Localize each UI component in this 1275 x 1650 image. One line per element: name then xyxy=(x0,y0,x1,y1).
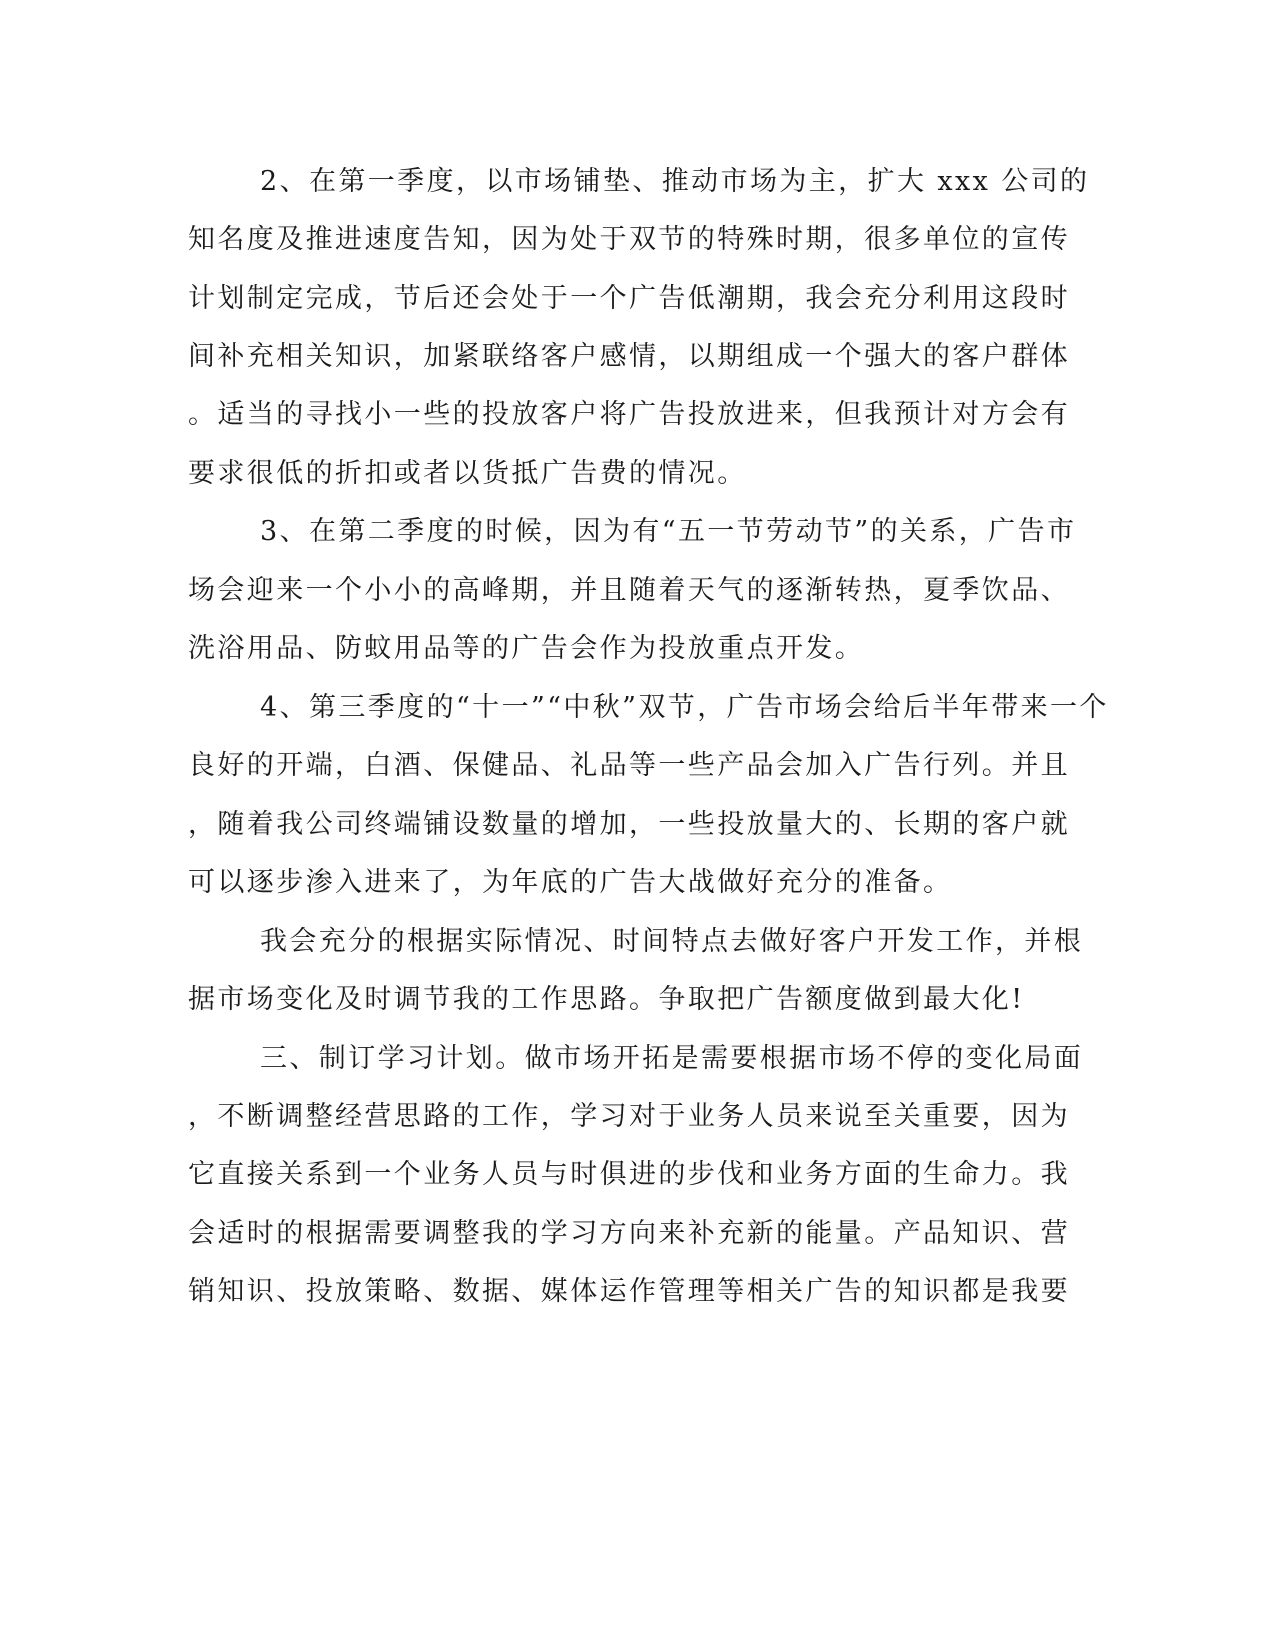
paragraph-line: 可以逐步渗入进来了，为年底的广告大战做好充分的准备。 xyxy=(188,867,953,898)
paragraph-line: 知名度及推进速度告知，因为处于双节的特殊时期，很多单位的宣传 xyxy=(188,224,1070,255)
paragraph-line: 会适时的根据需要调整我的学习方向来补充新的能量。产品知识、营 xyxy=(188,1218,1070,1249)
paragraph-line: 要求很低的折扣或者以货抵广告费的情况。 xyxy=(188,458,747,489)
paragraph-line: 销知识、投放策略、数据、媒体运作管理等相关广告的知识都是我要 xyxy=(188,1276,1070,1307)
paragraph-line: ，随着我公司终端铺设数量的增加，一些投放量大的、长期的客户就 xyxy=(188,809,1070,840)
paragraph-line: 间补充相关知识，加紧联络客户感情，以期组成一个强大的客户群体 xyxy=(188,341,1070,372)
paragraph-line: 它直接关系到一个业务人员与时俱进的步伐和业务方面的生命力。我 xyxy=(188,1159,1070,1190)
paragraph-line: 3、在第二季度的时候，因为有“五一节劳动节”的关系，广告市 xyxy=(260,516,1077,547)
paragraph-line: 三、制订学习计划。做市场开拓是需要根据市场不停的变化局面 xyxy=(260,1043,1084,1074)
paragraph-line: 场会迎来一个小小的高峰期，并且随着天气的逐渐转热，夏季饮品、 xyxy=(188,575,1070,606)
paragraph-line: 洗浴用品、防蚊用品等的广告会作为投放重点开发。 xyxy=(188,633,865,664)
paragraph-line: 我会充分的根据实际情况、时间特点去做好客户开发工作，并根 xyxy=(260,926,1084,957)
paragraph-line: 计划制定完成，节后还会处于一个广告低潮期，我会充分利用这段时 xyxy=(188,283,1070,314)
paragraph-line: 。适当的寻找小一些的投放客户将广告投放进来，但我预计对方会有 xyxy=(188,399,1070,430)
paragraph-line: 2、在第一季度，以市场铺垫、推动市场为主，扩大 xxx 公司的 xyxy=(260,166,1090,197)
paragraph-line: 4、第三季度的“十一”“中秋”双节，广告市场会给后半年带来一个 xyxy=(260,692,1109,723)
paragraph-line: 良好的开端，白酒、保健品、礼品等一些产品会加入广告行列。并且 xyxy=(188,750,1070,781)
paragraph-line: 据市场变化及时调节我的工作思路。争取把广告额度做到最大化! xyxy=(188,984,1025,1015)
paragraph-line: ，不断调整经营思路的工作，学习对于业务人员来说至关重要，因为 xyxy=(188,1101,1070,1132)
